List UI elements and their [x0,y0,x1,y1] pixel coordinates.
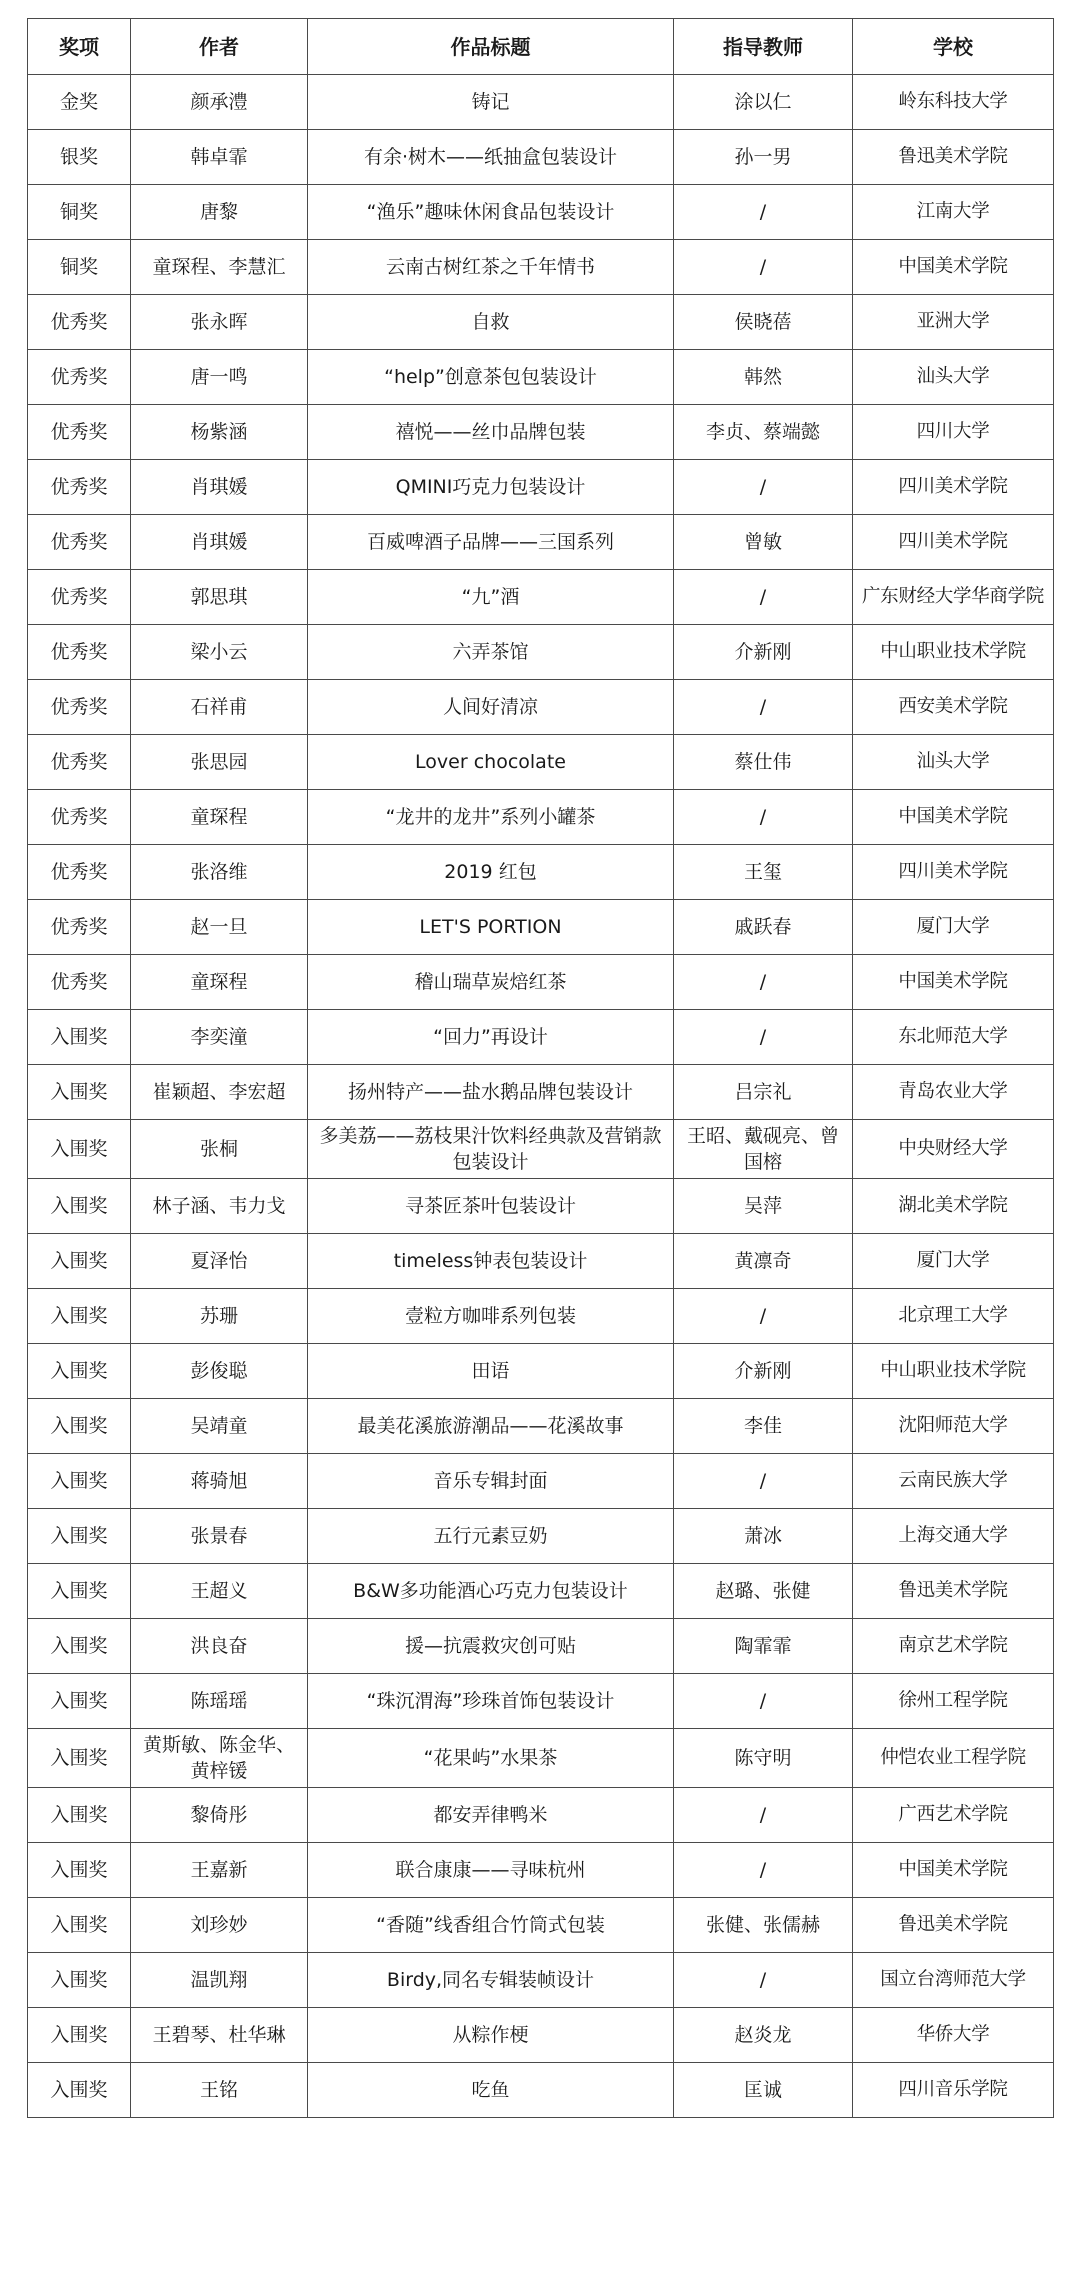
author-cell: 王超义 [131,1564,308,1619]
title-cell: QMINI巧克力包装设计 [308,460,674,515]
school-cell: 北京理工大学 [853,1289,1054,1344]
title-cell: timeless钟表包装设计 [308,1234,674,1289]
teacher-cell: 匡诚 [674,2063,853,2118]
award-cell: 入围奖 [28,1454,131,1509]
school-cell: 鲁迅美术学院 [853,1564,1054,1619]
award-cell: 优秀奖 [28,790,131,845]
table-row [28,1234,1054,1289]
author-cell: 温凯翔 [131,1953,308,2008]
award-cell: 优秀奖 [28,460,131,515]
title-cell: 寻茶匠茶叶包装设计 [308,1179,674,1234]
award-cell: 入围奖 [28,1788,131,1843]
award-cell: 优秀奖 [28,570,131,625]
teacher-cell: 陶霏霏 [674,1619,853,1674]
table-row [28,1788,1054,1843]
author-cell: 张桐 [131,1120,308,1179]
teacher-cell: / [674,1289,853,1344]
title-cell: 人间好清凉 [308,680,674,735]
author-cell: 张思园 [131,735,308,790]
teacher-cell: 黄凛奇 [674,1234,853,1289]
teacher-cell: 王昭、戴砚亮、曾国榕 [674,1120,853,1179]
table-row [28,1065,1054,1120]
award-cell: 优秀奖 [28,735,131,790]
author-cell: 童琛程 [131,790,308,845]
title-cell: 自救 [308,295,674,350]
award-cell: 入围奖 [28,1564,131,1619]
author-cell: 张景春 [131,1509,308,1564]
table-row [28,405,1054,460]
award-cell: 入围奖 [28,2008,131,2063]
header-title: 作品标题 [308,19,674,75]
award-cell: 优秀奖 [28,845,131,900]
school-cell: 中国美术学院 [853,1843,1054,1898]
teacher-cell: 孙一男 [674,130,853,185]
teacher-cell: / [674,1843,853,1898]
author-cell: 肖琪媛 [131,515,308,570]
author-cell: 郭思琪 [131,570,308,625]
teacher-cell: 萧冰 [674,1509,853,1564]
award-cell: 入围奖 [28,1010,131,1065]
title-cell: 壹粒方咖啡系列包装 [308,1289,674,1344]
award-cell: 优秀奖 [28,680,131,735]
title-cell: 音乐专辑封面 [308,1454,674,1509]
table-row [28,350,1054,405]
award-cell: 入围奖 [28,1729,131,1788]
table-header-row [28,19,1054,75]
award-cell: 优秀奖 [28,900,131,955]
school-cell: 亚洲大学 [853,295,1054,350]
author-cell: 石祥甫 [131,680,308,735]
teacher-cell: 介新刚 [674,1344,853,1399]
school-cell: 四川大学 [853,405,1054,460]
author-cell: 刘珍妙 [131,1898,308,1953]
table-row [28,1399,1054,1454]
award-cell: 优秀奖 [28,625,131,680]
school-cell: 中山职业技术学院 [853,1344,1054,1399]
teacher-cell: / [674,240,853,295]
title-cell: “花果屿”水果茶 [308,1729,674,1788]
award-cell: 入围奖 [28,1179,131,1234]
title-cell: “龙井的龙井”系列小罐茶 [308,790,674,845]
teacher-cell: 吕宗礼 [674,1065,853,1120]
author-cell: 苏珊 [131,1289,308,1344]
teacher-cell: 陈守明 [674,1729,853,1788]
title-cell: 援—抗震救灾创可贴 [308,1619,674,1674]
teacher-cell: / [674,460,853,515]
title-cell: 五行元素豆奶 [308,1509,674,1564]
title-cell: 都安弄律鸭米 [308,1788,674,1843]
award-cell: 入围奖 [28,1953,131,2008]
title-cell: 扬州特产——盐水鹅品牌包装设计 [308,1065,674,1120]
award-cell: 铜奖 [28,240,131,295]
award-cell: 银奖 [28,130,131,185]
teacher-cell: 曾敏 [674,515,853,570]
school-cell: 中国美术学院 [853,790,1054,845]
teacher-cell: / [674,185,853,240]
award-cell: 铜奖 [28,185,131,240]
teacher-cell: 涂以仁 [674,75,853,130]
table-row [28,130,1054,185]
author-cell: 吴靖童 [131,1399,308,1454]
award-cell: 优秀奖 [28,515,131,570]
award-cell: 入围奖 [28,1120,131,1179]
school-cell: 四川美术学院 [853,845,1054,900]
award-cell: 入围奖 [28,1399,131,1454]
teacher-cell: 李贞、蔡端懿 [674,405,853,460]
school-cell: 汕头大学 [853,735,1054,790]
title-cell: “help”创意茶包包装设计 [308,350,674,405]
school-cell: 厦门大学 [853,1234,1054,1289]
teacher-cell: 王玺 [674,845,853,900]
teacher-cell: 韩然 [674,350,853,405]
teacher-cell: / [674,1674,853,1729]
author-cell: 肖琪媛 [131,460,308,515]
table-row [28,1509,1054,1564]
author-cell: 林子涵、韦力戈 [131,1179,308,1234]
author-cell: 张永晖 [131,295,308,350]
award-cell: 优秀奖 [28,295,131,350]
table-row [28,1454,1054,1509]
school-cell: 汕头大学 [853,350,1054,405]
title-cell: 最美花溪旅游潮品——花溪故事 [308,1399,674,1454]
title-cell: 禧悦——丝巾品牌包装 [308,405,674,460]
school-cell: 四川美术学院 [853,515,1054,570]
author-cell: 王铭 [131,2063,308,2118]
award-cell: 入围奖 [28,1344,131,1399]
title-cell: 吃鱼 [308,2063,674,2118]
teacher-cell: 李佳 [674,1399,853,1454]
school-cell: 东北师范大学 [853,1010,1054,1065]
school-cell: 国立台湾师范大学 [853,1953,1054,2008]
school-cell: 仲恺农业工程学院 [853,1729,1054,1788]
author-cell: 张洛维 [131,845,308,900]
award-cell: 入围奖 [28,1234,131,1289]
header-school: 学校 [853,19,1054,75]
awards-table [27,18,1054,2118]
title-cell: 2019 红包 [308,845,674,900]
title-cell: 百威啤酒子品牌——三国系列 [308,515,674,570]
table-row [28,185,1054,240]
teacher-cell: / [674,680,853,735]
table-row [28,240,1054,295]
table-row [28,2063,1054,2118]
table-row [28,75,1054,130]
table-row [28,1729,1054,1788]
author-cell: 韩卓霏 [131,130,308,185]
teacher-cell: 赵璐、张健 [674,1564,853,1619]
table-row [28,515,1054,570]
school-cell: 青岛农业大学 [853,1065,1054,1120]
author-cell: 王碧琴、杜华琳 [131,2008,308,2063]
title-cell: “珠沉渭海”珍珠首饰包装设计 [308,1674,674,1729]
school-cell: 四川美术学院 [853,460,1054,515]
author-cell: 黄斯敏、陈金华、黄梓锾 [131,1729,308,1788]
table-row [28,955,1054,1010]
title-cell: 田语 [308,1344,674,1399]
award-cell: 入围奖 [28,1509,131,1564]
teacher-cell: / [674,1788,853,1843]
title-cell: “渔乐”趣味休闲食品包装设计 [308,185,674,240]
table-row [28,1953,1054,2008]
award-cell: 入围奖 [28,1898,131,1953]
table-row [28,1619,1054,1674]
author-cell: 赵一旦 [131,900,308,955]
title-cell: “九”酒 [308,570,674,625]
author-cell: 杨紫涵 [131,405,308,460]
table-row [28,735,1054,790]
award-cell: 优秀奖 [28,955,131,1010]
author-cell: 夏泽怡 [131,1234,308,1289]
author-cell: 崔颖超、李宏超 [131,1065,308,1120]
title-cell: B&W多功能酒心巧克力包装设计 [308,1564,674,1619]
school-cell: 中央财经大学 [853,1120,1054,1179]
teacher-cell: 张健、张儒赫 [674,1898,853,1953]
table-row [28,900,1054,955]
school-cell: 中国美术学院 [853,240,1054,295]
author-cell: 蒋骑旭 [131,1454,308,1509]
teacher-cell: / [674,1010,853,1065]
table-row [28,1289,1054,1344]
school-cell: 沈阳师范大学 [853,1399,1054,1454]
school-cell: 华侨大学 [853,2008,1054,2063]
title-cell: 铸记 [308,75,674,130]
title-cell: “香随”线香组合竹筒式包装 [308,1898,674,1953]
table-row [28,1179,1054,1234]
title-cell: 多美荔——荔枝果汁饮料经典款及营销款包装设计 [308,1120,674,1179]
school-cell: 湖北美术学院 [853,1179,1054,1234]
school-cell: 中山职业技术学院 [853,625,1054,680]
award-cell: 入围奖 [28,1619,131,1674]
school-cell: 江南大学 [853,185,1054,240]
teacher-cell: 吴萍 [674,1179,853,1234]
table-row [28,1120,1054,1179]
author-cell: 颜承澧 [131,75,308,130]
author-cell: 梁小云 [131,625,308,680]
school-cell: 云南民族大学 [853,1454,1054,1509]
teacher-cell: 赵炎龙 [674,2008,853,2063]
award-cell: 金奖 [28,75,131,130]
teacher-cell: / [674,955,853,1010]
school-cell: 鲁迅美术学院 [853,130,1054,185]
award-cell: 入围奖 [28,1289,131,1344]
header-teacher: 指导教师 [674,19,853,75]
header-author: 作者 [131,19,308,75]
title-cell: 六弄茶馆 [308,625,674,680]
title-cell: “回力”再设计 [308,1010,674,1065]
title-cell: 从粽作梗 [308,2008,674,2063]
author-cell: 王嘉新 [131,1843,308,1898]
teacher-cell: / [674,1953,853,2008]
teacher-cell: 侯晓蓓 [674,295,853,350]
table-row [28,570,1054,625]
school-cell: 广西艺术学院 [853,1788,1054,1843]
teacher-cell: / [674,790,853,845]
title-cell: 有余·树木——纸抽盒包装设计 [308,130,674,185]
award-cell: 入围奖 [28,1065,131,1120]
awards-table-container [27,18,1053,2118]
title-cell: Lover chocolate [308,735,674,790]
author-cell: 唐一鸣 [131,350,308,405]
author-cell: 童琛程、李慧汇 [131,240,308,295]
author-cell: 彭俊聪 [131,1344,308,1399]
header-award: 奖项 [28,19,131,75]
award-cell: 入围奖 [28,1843,131,1898]
school-cell: 西安美术学院 [853,680,1054,735]
teacher-cell: / [674,570,853,625]
title-cell: Birdy,同名专辑装帧设计 [308,1953,674,2008]
title-cell: 联合康康——寻味杭州 [308,1843,674,1898]
table-row [28,1344,1054,1399]
school-cell: 上海交通大学 [853,1509,1054,1564]
teacher-cell: 蔡仕伟 [674,735,853,790]
table-row [28,845,1054,900]
table-row [28,1674,1054,1729]
author-cell: 黎倚彤 [131,1788,308,1843]
school-cell: 广东财经大学华商学院 [853,570,1054,625]
school-cell: 中国美术学院 [853,955,1054,1010]
teacher-cell: 戚跃春 [674,900,853,955]
author-cell: 洪良奋 [131,1619,308,1674]
table-row [28,1564,1054,1619]
table-row [28,1010,1054,1065]
table-row [28,1898,1054,1953]
school-cell: 徐州工程学院 [853,1674,1054,1729]
award-cell: 优秀奖 [28,405,131,460]
table-row [28,295,1054,350]
award-cell: 入围奖 [28,1674,131,1729]
school-cell: 鲁迅美术学院 [853,1898,1054,1953]
award-cell: 优秀奖 [28,350,131,405]
table-row [28,625,1054,680]
teacher-cell: / [674,1454,853,1509]
school-cell: 四川音乐学院 [853,2063,1054,2118]
title-cell: LET'S PORTION [308,900,674,955]
table-row [28,460,1054,515]
teacher-cell: 介新刚 [674,625,853,680]
table-row [28,680,1054,735]
table-body [28,75,1054,2118]
author-cell: 李奕潼 [131,1010,308,1065]
table-row [28,2008,1054,2063]
table-row [28,790,1054,845]
author-cell: 陈瑶瑶 [131,1674,308,1729]
school-cell: 岭东科技大学 [853,75,1054,130]
title-cell: 云南古树红茶之千年情书 [308,240,674,295]
author-cell: 童琛程 [131,955,308,1010]
school-cell: 南京艺术学院 [853,1619,1054,1674]
school-cell: 厦门大学 [853,900,1054,955]
award-cell: 入围奖 [28,2063,131,2118]
author-cell: 唐黎 [131,185,308,240]
title-cell: 稽山瑞草炭焙红茶 [308,955,674,1010]
table-row [28,1843,1054,1898]
